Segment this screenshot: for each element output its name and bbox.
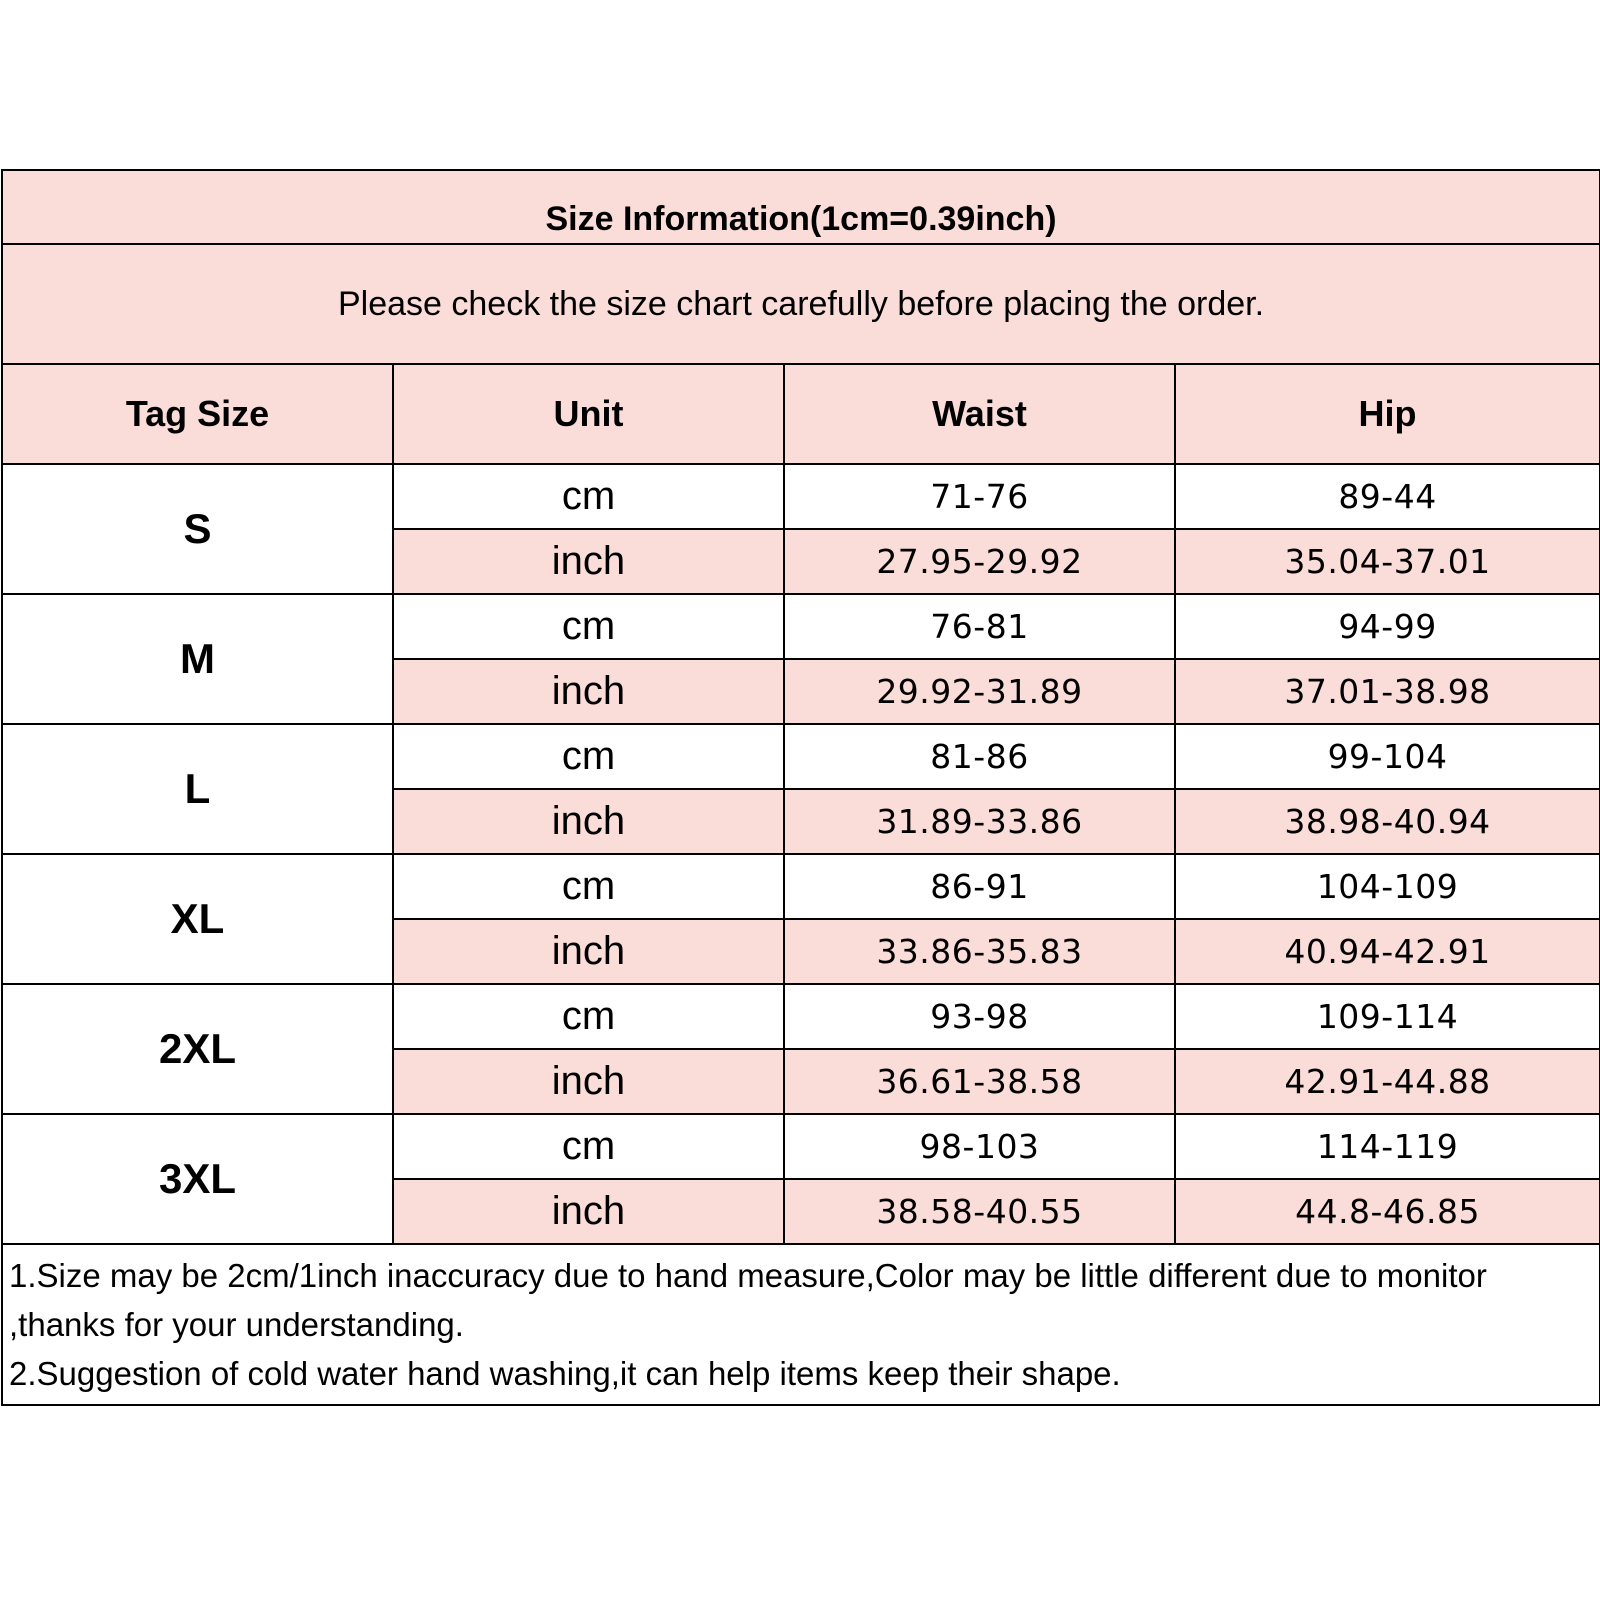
- header-hip: Hip: [1175, 364, 1600, 464]
- header-waist: Waist: [784, 364, 1175, 464]
- hip-value: 114-119: [1175, 1114, 1600, 1179]
- table-row-s-cm: [2, 464, 1600, 529]
- hip-value: 37.01-38.98: [1175, 659, 1600, 724]
- size-chart-table: [1, 169, 1600, 1406]
- header-unit: Unit: [393, 364, 784, 464]
- waist-value: 81-86: [784, 724, 1175, 789]
- notes-row: [2, 1244, 1600, 1405]
- waist-value: 93-98: [784, 984, 1175, 1049]
- waist-value: 36.61-38.58: [784, 1049, 1175, 1114]
- unit-cell: inch: [393, 1179, 784, 1244]
- hip-value: 89-44: [1175, 464, 1600, 529]
- unit-cell: cm: [393, 854, 784, 919]
- unit-cell: cm: [393, 1114, 784, 1179]
- notes-cell: [2, 1244, 1600, 1405]
- hip-value: 40.94-42.91: [1175, 919, 1600, 984]
- size-label-3xl: 3XL: [2, 1114, 393, 1244]
- header-tag-size: Tag Size: [2, 364, 393, 464]
- hip-value: 94-99: [1175, 594, 1600, 659]
- waist-value: 31.89-33.86: [784, 789, 1175, 854]
- waist-value: 98-103: [784, 1114, 1175, 1179]
- table-subtitle: Please check the size chart carefully before placing the order.: [337, 284, 1265, 323]
- hip-value: 38.98-40.94: [1175, 789, 1600, 854]
- unit-cell: inch: [393, 529, 784, 594]
- header-row: [2, 364, 1600, 464]
- hip-value: 44.8-46.85: [1175, 1179, 1600, 1244]
- table-row-xl-cm: [2, 854, 1600, 919]
- note-1: 1.Size may be 2cm/1inch inaccuracy due to hand measure,Color may be little different due to monitor ,thanks for your understanding.: [9, 1257, 1487, 1343]
- table-row-2xl-cm: [2, 984, 1600, 1049]
- waist-value: 27.95-29.92: [784, 529, 1175, 594]
- size-label-l: L: [2, 724, 393, 854]
- subtitle-row: [2, 244, 1600, 364]
- size-label-2xl: 2XL: [2, 984, 393, 1114]
- unit-cell: cm: [393, 724, 784, 789]
- unit-cell: inch: [393, 1049, 784, 1114]
- unit-cell: cm: [393, 594, 784, 659]
- unit-cell: inch: [393, 789, 784, 854]
- unit-cell: inch: [393, 919, 784, 984]
- size-label-s: S: [2, 464, 393, 594]
- note-2: 2.Suggestion of cold water hand washing,it can help items keep their shape.: [9, 1355, 1121, 1392]
- waist-value: 86-91: [784, 854, 1175, 919]
- title-row: [2, 170, 1600, 244]
- unit-cell: cm: [393, 464, 784, 529]
- table-row-m-cm: [2, 594, 1600, 659]
- waist-value: 29.92-31.89: [784, 659, 1175, 724]
- unit-cell: inch: [393, 659, 784, 724]
- table-row-3xl-cm: [2, 1114, 1600, 1179]
- waist-value: 71-76: [784, 464, 1175, 529]
- waist-value: 76-81: [784, 594, 1175, 659]
- waist-value: 33.86-35.83: [784, 919, 1175, 984]
- hip-value: 35.04-37.01: [1175, 529, 1600, 594]
- size-label-m: M: [2, 594, 393, 724]
- table-title: Size Information(1cm=0.39inch): [545, 199, 1057, 238]
- waist-value: 38.58-40.55: [784, 1179, 1175, 1244]
- hip-value: 104-109: [1175, 854, 1600, 919]
- table-row-l-cm: [2, 724, 1600, 789]
- unit-cell: cm: [393, 984, 784, 1049]
- hip-value: 109-114: [1175, 984, 1600, 1049]
- hip-value: 42.91-44.88: [1175, 1049, 1600, 1114]
- table-title-cell: [2, 170, 1600, 244]
- hip-value: 99-104: [1175, 724, 1600, 789]
- table-subtitle-cell: [2, 244, 1600, 364]
- size-label-xl: XL: [2, 854, 393, 984]
